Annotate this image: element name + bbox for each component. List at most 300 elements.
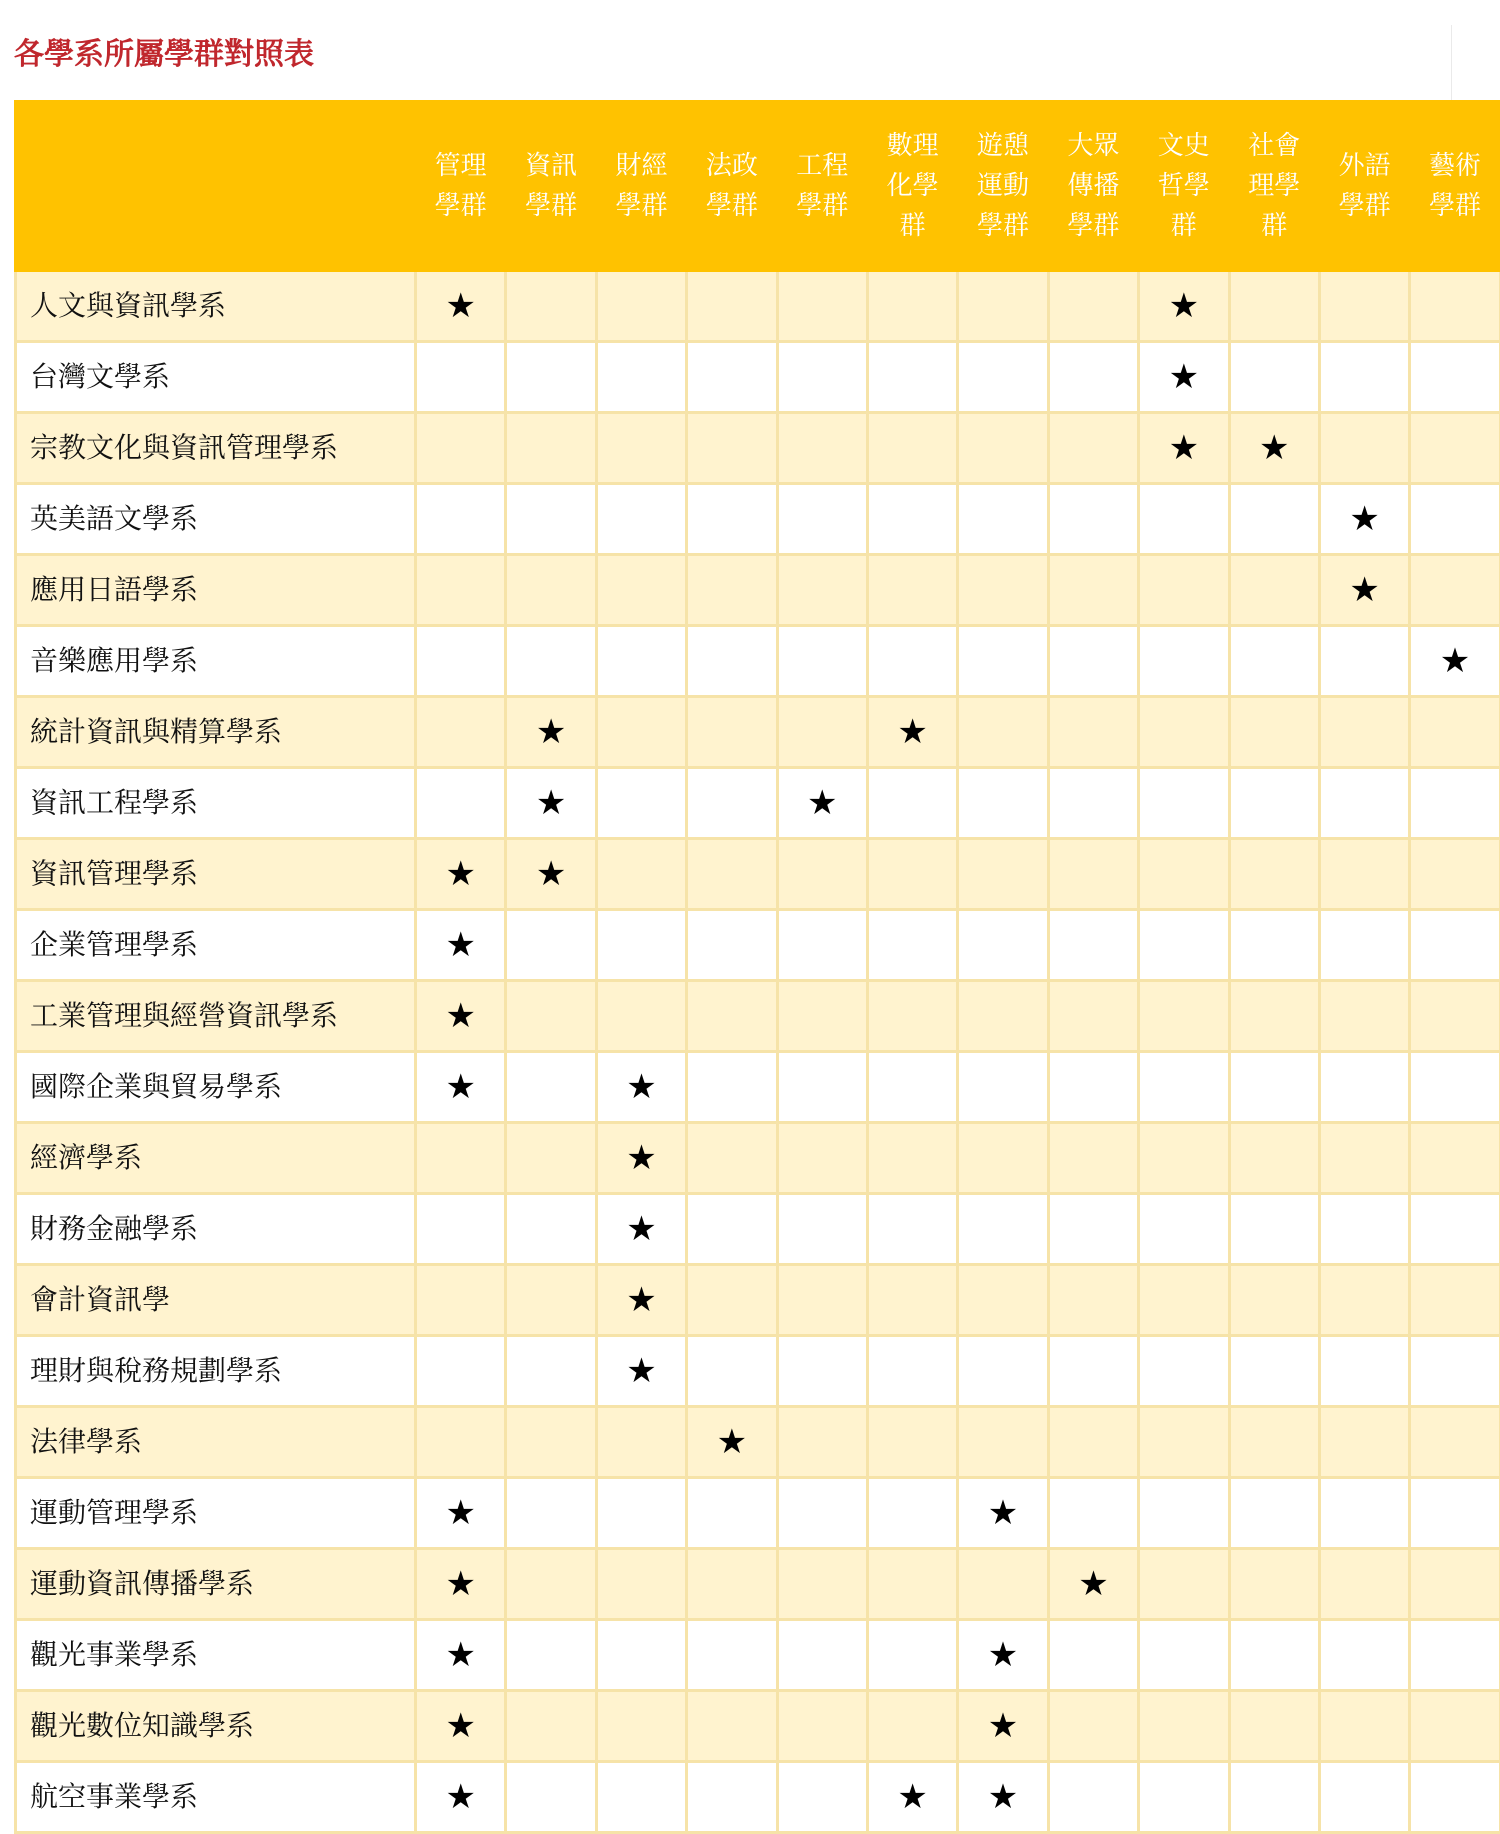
group-cell	[1139, 271, 1229, 342]
table-row	[16, 910, 1500, 981]
group-cell	[687, 626, 777, 697]
table-row	[16, 1620, 1500, 1691]
group-cell	[1229, 1691, 1319, 1762]
star-icon: ★	[626, 1280, 656, 1320]
group-cell	[958, 981, 1048, 1052]
group-cell	[1048, 1123, 1138, 1194]
group-cell	[596, 484, 686, 555]
group-cell	[596, 910, 686, 981]
group-cell	[958, 1478, 1048, 1549]
group-cell	[867, 271, 957, 342]
group-cell	[867, 1549, 957, 1620]
group-cell	[596, 1762, 686, 1833]
star-icon: ★	[445, 1706, 475, 1746]
group-header	[777, 102, 867, 271]
group-cell	[867, 1762, 957, 1833]
group-cell	[1319, 768, 1409, 839]
star-icon: ★	[1349, 499, 1379, 539]
group-cell	[1139, 1407, 1229, 1478]
table-row	[16, 271, 1500, 342]
group-cell	[596, 839, 686, 910]
group-cell	[958, 626, 1048, 697]
group-cell	[416, 555, 506, 626]
group-cell	[958, 1691, 1048, 1762]
group-cell	[596, 1194, 686, 1265]
group-cell	[777, 626, 867, 697]
group-cell	[1139, 768, 1229, 839]
group-cell	[416, 1549, 506, 1620]
group-cell	[506, 484, 596, 555]
group-header	[1319, 102, 1409, 271]
table-row	[16, 697, 1500, 768]
group-cell	[1410, 1265, 1500, 1336]
group-cell	[1048, 1620, 1138, 1691]
table-body	[16, 271, 1500, 1833]
group-cell	[1410, 555, 1500, 626]
group-header	[1048, 102, 1138, 271]
group-cell	[1048, 839, 1138, 910]
group-cell	[416, 1336, 506, 1407]
group-header-label: 工程學群	[792, 146, 852, 226]
group-cell	[777, 1620, 867, 1691]
group-cell	[506, 1691, 596, 1762]
group-cell	[506, 697, 596, 768]
star-icon: ★	[1259, 428, 1289, 468]
group-header	[867, 102, 957, 271]
group-cell	[1319, 1123, 1409, 1194]
star-icon: ★	[536, 854, 566, 894]
group-cell	[1319, 1265, 1409, 1336]
group-cell	[1048, 484, 1138, 555]
group-cell	[777, 484, 867, 555]
star-icon: ★	[445, 1564, 475, 1604]
group-cell	[777, 1123, 867, 1194]
group-cell	[1139, 1336, 1229, 1407]
group-cell	[416, 768, 506, 839]
table-row	[16, 1336, 1500, 1407]
group-cell	[596, 1478, 686, 1549]
group-cell	[777, 910, 867, 981]
department-name: 運動管理學系	[16, 1478, 416, 1549]
group-cell	[1048, 1336, 1138, 1407]
group-cell	[1048, 1407, 1138, 1478]
group-cell	[1139, 1620, 1229, 1691]
group-cell	[506, 1265, 596, 1336]
group-cell	[867, 484, 957, 555]
group-cell	[958, 1194, 1048, 1265]
group-cell	[596, 697, 686, 768]
department-name: 宗教文化與資訊管理學系	[16, 413, 416, 484]
group-cell	[1229, 1407, 1319, 1478]
star-icon: ★	[1169, 428, 1199, 468]
group-cell	[867, 342, 957, 413]
group-cell	[1410, 1762, 1500, 1833]
table-row	[16, 1478, 1500, 1549]
group-cell	[1139, 1052, 1229, 1123]
group-cell	[1319, 1407, 1409, 1478]
group-cell	[958, 413, 1048, 484]
department-name: 觀光數位知識學系	[16, 1691, 416, 1762]
group-cell	[1139, 1265, 1229, 1336]
group-cell	[1319, 981, 1409, 1052]
group-header	[687, 102, 777, 271]
table-row	[16, 1265, 1500, 1336]
table-header-row	[16, 102, 1500, 271]
group-cell	[416, 626, 506, 697]
group-cell	[1410, 271, 1500, 342]
group-cell	[958, 1052, 1048, 1123]
group-cell	[596, 1265, 686, 1336]
group-cell	[1048, 342, 1138, 413]
table-row	[16, 1407, 1500, 1478]
group-cell	[867, 555, 957, 626]
star-icon: ★	[445, 286, 475, 326]
group-cell	[1319, 839, 1409, 910]
group-cell	[416, 1123, 506, 1194]
group-cell	[1229, 1194, 1319, 1265]
group-cell	[1048, 768, 1138, 839]
group-cell	[687, 1620, 777, 1691]
group-cell	[867, 1691, 957, 1762]
group-cell	[416, 1762, 506, 1833]
table-row	[16, 1691, 1500, 1762]
group-header	[596, 102, 686, 271]
group-cell	[416, 342, 506, 413]
group-cell	[416, 910, 506, 981]
group-cell	[416, 484, 506, 555]
group-cell	[1229, 839, 1319, 910]
table-row	[16, 1052, 1500, 1123]
group-cell	[958, 555, 1048, 626]
group-cell	[1048, 1549, 1138, 1620]
group-cell	[958, 910, 1048, 981]
table-row	[16, 484, 1500, 555]
group-cell	[1139, 1194, 1229, 1265]
group-cell	[1229, 484, 1319, 555]
group-cell	[958, 1762, 1048, 1833]
group-cell	[687, 839, 777, 910]
department-name: 運動資訊傳播學系	[16, 1549, 416, 1620]
group-cell	[1410, 626, 1500, 697]
group-cell	[867, 413, 957, 484]
star-icon: ★	[1440, 641, 1470, 681]
group-cell	[687, 1265, 777, 1336]
department-name: 財務金融學系	[16, 1194, 416, 1265]
group-cell	[506, 1123, 596, 1194]
group-cell	[1139, 1762, 1229, 1833]
group-cell	[1048, 1478, 1138, 1549]
group-cell	[1410, 1123, 1500, 1194]
group-header	[416, 102, 506, 271]
group-header-label: 遊憩運動學群	[973, 126, 1033, 246]
group-cell	[416, 1691, 506, 1762]
group-cell	[958, 768, 1048, 839]
star-icon: ★	[1349, 570, 1379, 610]
group-cell	[596, 1549, 686, 1620]
group-cell	[687, 484, 777, 555]
group-cell	[1319, 271, 1409, 342]
star-icon: ★	[1169, 357, 1199, 397]
group-cell	[1319, 626, 1409, 697]
group-cell	[867, 697, 957, 768]
table-row	[16, 1194, 1500, 1265]
group-cell	[596, 626, 686, 697]
group-cell	[1319, 1194, 1409, 1265]
group-cell	[687, 413, 777, 484]
table-row	[16, 1549, 1500, 1620]
group-cell	[1139, 697, 1229, 768]
group-cell	[1048, 1194, 1138, 1265]
group-cell	[506, 1478, 596, 1549]
group-cell	[1229, 1620, 1319, 1691]
group-cell	[867, 839, 957, 910]
group-cell	[506, 768, 596, 839]
group-cell	[777, 1691, 867, 1762]
group-cell	[596, 1336, 686, 1407]
group-cell	[416, 1194, 506, 1265]
group-cell	[958, 271, 1048, 342]
table-row	[16, 981, 1500, 1052]
group-cell	[867, 1478, 957, 1549]
group-header-label: 社會理學群	[1244, 126, 1304, 246]
group-cell	[416, 413, 506, 484]
department-name: 人文與資訊學系	[16, 271, 416, 342]
group-cell	[506, 555, 596, 626]
group-header-label: 文史哲學群	[1154, 126, 1214, 246]
group-cell	[1319, 1620, 1409, 1691]
group-cell	[1229, 1336, 1319, 1407]
department-name: 應用日語學系	[16, 555, 416, 626]
group-cell	[1048, 1265, 1138, 1336]
group-cell	[687, 1123, 777, 1194]
group-cell	[1229, 413, 1319, 484]
department-name: 法律學系	[16, 1407, 416, 1478]
department-name: 經濟學系	[16, 1123, 416, 1194]
group-header-label: 藝術學群	[1425, 146, 1485, 226]
group-cell	[1048, 413, 1138, 484]
group-cell	[1229, 981, 1319, 1052]
group-cell	[1410, 768, 1500, 839]
group-header-label: 外語學群	[1335, 146, 1395, 226]
department-name: 工業管理與經營資訊學系	[16, 981, 416, 1052]
table-row	[16, 555, 1500, 626]
divider	[1451, 25, 1452, 101]
group-cell	[1229, 1052, 1319, 1123]
group-header-label: 數理化學群	[883, 126, 943, 246]
group-cell	[958, 1407, 1048, 1478]
group-cell	[777, 768, 867, 839]
group-cell	[958, 1620, 1048, 1691]
star-icon: ★	[1169, 286, 1199, 326]
group-cell	[1319, 1762, 1409, 1833]
group-cell	[1139, 484, 1229, 555]
group-cell	[596, 981, 686, 1052]
department-name: 統計資訊與精算學系	[16, 697, 416, 768]
group-cell	[506, 342, 596, 413]
group-cell	[867, 1052, 957, 1123]
group-cell	[687, 342, 777, 413]
group-cell	[1048, 1052, 1138, 1123]
group-cell	[416, 981, 506, 1052]
group-header	[506, 102, 596, 271]
group-cell	[1229, 626, 1319, 697]
group-cell	[1048, 981, 1138, 1052]
group-cell	[1319, 1478, 1409, 1549]
group-cell	[1048, 555, 1138, 626]
group-cell	[1139, 1123, 1229, 1194]
group-cell	[1229, 1123, 1319, 1194]
group-cell	[867, 1336, 957, 1407]
group-cell	[1410, 839, 1500, 910]
department-name: 國際企業與貿易學系	[16, 1052, 416, 1123]
table-row	[16, 626, 1500, 697]
group-cell	[777, 1265, 867, 1336]
group-cell	[1410, 1478, 1500, 1549]
star-icon: ★	[897, 1777, 927, 1817]
group-cell	[867, 626, 957, 697]
star-icon: ★	[445, 854, 475, 894]
group-cell	[596, 1620, 686, 1691]
group-cell	[506, 271, 596, 342]
star-icon: ★	[626, 1351, 656, 1391]
group-cell	[596, 555, 686, 626]
group-cell	[1410, 1407, 1500, 1478]
group-cell	[958, 697, 1048, 768]
group-cell	[958, 839, 1048, 910]
group-cell	[1229, 1549, 1319, 1620]
group-cell	[1139, 1691, 1229, 1762]
group-cell	[777, 1336, 867, 1407]
group-cell	[1139, 555, 1229, 626]
group-cell	[1410, 981, 1500, 1052]
table-row	[16, 768, 1500, 839]
group-cell	[416, 1620, 506, 1691]
group-cell	[1319, 1052, 1409, 1123]
group-cell	[867, 981, 957, 1052]
group-header	[1229, 102, 1319, 271]
star-icon: ★	[988, 1777, 1018, 1817]
group-cell	[1139, 910, 1229, 981]
page-title: 各學系所屬學群對照表	[14, 32, 314, 78]
group-cell	[1319, 342, 1409, 413]
group-cell	[867, 910, 957, 981]
star-icon: ★	[445, 1635, 475, 1675]
group-cell	[867, 768, 957, 839]
group-cell	[958, 1549, 1048, 1620]
group-cell	[596, 768, 686, 839]
group-cell	[1048, 1691, 1138, 1762]
table-row	[16, 1762, 1500, 1833]
group-cell	[1319, 1336, 1409, 1407]
table-row	[16, 342, 1500, 413]
table-row	[16, 413, 1500, 484]
group-cell	[1229, 1762, 1319, 1833]
group-cell	[777, 839, 867, 910]
group-cell	[506, 413, 596, 484]
group-cell	[1410, 1336, 1500, 1407]
group-cell	[416, 271, 506, 342]
group-cell	[777, 413, 867, 484]
department-name: 觀光事業學系	[16, 1620, 416, 1691]
group-cell	[506, 1194, 596, 1265]
star-icon: ★	[536, 712, 566, 752]
group-cell	[687, 768, 777, 839]
group-cell	[416, 697, 506, 768]
group-cell	[596, 1123, 686, 1194]
group-cell	[867, 1620, 957, 1691]
group-cell	[506, 981, 596, 1052]
group-cell	[777, 555, 867, 626]
group-cell	[687, 1052, 777, 1123]
group-cell	[1139, 1478, 1229, 1549]
star-icon: ★	[807, 783, 837, 823]
group-cell	[506, 626, 596, 697]
group-header-label: 管理學群	[431, 146, 491, 226]
group-cell	[687, 1762, 777, 1833]
group-cell	[1319, 413, 1409, 484]
group-cell	[687, 271, 777, 342]
group-cell	[1410, 1691, 1500, 1762]
group-cell	[596, 1691, 686, 1762]
group-cell	[1229, 1265, 1319, 1336]
group-cell	[777, 1052, 867, 1123]
department-name: 英美語文學系	[16, 484, 416, 555]
group-cell	[506, 1620, 596, 1691]
group-header	[1410, 102, 1500, 271]
group-cell	[1319, 1549, 1409, 1620]
group-cell	[1410, 484, 1500, 555]
group-cell	[596, 413, 686, 484]
group-cell	[777, 1194, 867, 1265]
group-cell	[596, 1407, 686, 1478]
group-cell	[506, 1549, 596, 1620]
group-cell	[1319, 910, 1409, 981]
group-header-label: 資訊學群	[521, 146, 581, 226]
group-cell	[1139, 981, 1229, 1052]
group-cell	[867, 1265, 957, 1336]
department-name: 資訊管理學系	[16, 839, 416, 910]
group-cell	[687, 981, 777, 1052]
star-icon: ★	[445, 925, 475, 965]
group-cell	[687, 697, 777, 768]
group-cell	[1048, 910, 1138, 981]
group-cell	[1229, 271, 1319, 342]
group-cell	[506, 1407, 596, 1478]
group-cell	[687, 1336, 777, 1407]
group-cell	[596, 271, 686, 342]
star-icon: ★	[988, 1493, 1018, 1533]
corner-header-cell	[16, 102, 416, 271]
group-cell	[958, 342, 1048, 413]
group-cell	[1229, 1478, 1319, 1549]
star-icon: ★	[988, 1635, 1018, 1675]
star-icon: ★	[445, 1067, 475, 1107]
group-cell	[777, 1407, 867, 1478]
star-icon: ★	[626, 1067, 656, 1107]
group-cell	[687, 1549, 777, 1620]
department-name: 台灣文學系	[16, 342, 416, 413]
group-header-label: 法政學群	[702, 146, 762, 226]
group-header	[1139, 102, 1229, 271]
group-cell	[1319, 697, 1409, 768]
group-cell	[958, 1336, 1048, 1407]
department-name: 企業管理學系	[16, 910, 416, 981]
group-cell	[416, 839, 506, 910]
group-cell	[416, 1478, 506, 1549]
group-cell	[1229, 342, 1319, 413]
group-cell	[867, 1194, 957, 1265]
group-cell	[687, 1194, 777, 1265]
